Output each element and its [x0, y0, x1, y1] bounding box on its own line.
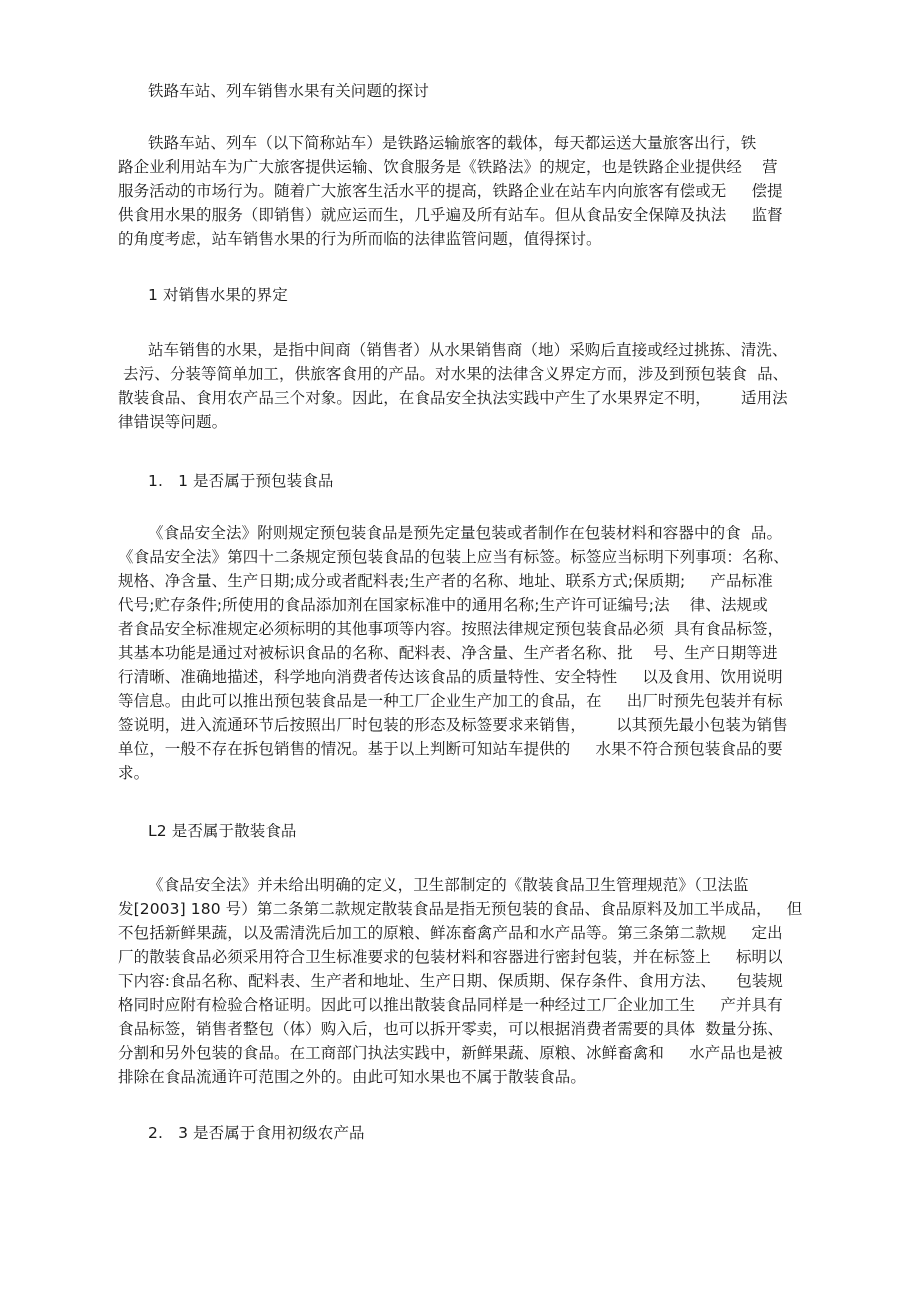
- section-1-line-3: 散装食品、食用农产品三个对象。因此，在食品安全执法实践中产生了水果界定不明， 适用法: [118, 389, 788, 407]
- section-1-1-line-1: 《食品安全法》附则规定预包装食品是预先定量包装或者制作在包装材料和容器中的食 品。: [148, 524, 783, 542]
- section-1-heading: 1 对销售水果的界定: [148, 286, 288, 304]
- section-1-line-4: 律错误等问题。: [118, 413, 228, 431]
- section-1-2-line-7: 食品标签，销售者整包（体）购入后，也可以拆开零卖，可以根据消费者需要的具体 数量分拣、: [118, 1020, 784, 1038]
- intro-line-3: 服务活动的市场行为。随着广大旅客生活水平的提高，铁路企业在站车内向旅客有偿或无 偿提: [118, 182, 783, 200]
- document-title: 铁路车站、列车销售水果有关问题的探讨: [148, 82, 429, 100]
- section-1-2-line-1: 《食品安全法》并未给出明确的定义，卫生部制定的《散装食品卫生管理规范》（卫法监: [148, 876, 749, 894]
- section-1-1-line-3: 规格、净含量、生产日期;成分或者配料表;生产者的名称、地址、联系方式;保质期; 产品标准: [118, 572, 773, 590]
- section-1-1-line-6: 其基本功能是通过对被标识食品的名称、配料表、净含量、生产者名称、批 号、生产日期等进: [118, 644, 778, 662]
- section-2-3-heading: 2. 3 是否属于食用初级农产品: [148, 1124, 365, 1142]
- section-1-1-line-10: 单位，一般不存在拆包销售的情况。基于以上判断可知站车提供的 水果不符合预包装食品的要: [118, 740, 783, 758]
- section-1-1-line-8: 等信息。由此可以推出预包装食品是一种工厂企业生产加工的食品，在 出厂时预先包装并有标: [118, 692, 783, 710]
- section-1-2-line-4: 厂的散装食品必须采用符合卫生标准要求的包装材料和容器进行密封包装，并在标签上 标明以: [118, 948, 783, 966]
- section-1-1-line-9: 签说明，进入流通环节后按照出厂时包装的形态及标签要求来销售， 以其预先最小包装为销售: [118, 716, 788, 734]
- section-1-1-line-2: 《食品安全法》第四十二条规定预包装食品的包装上应当有标签。标签应当标明下列事项：名称、: [118, 548, 789, 566]
- section-1-1-line-11: 求。: [118, 764, 150, 782]
- section-1-1-heading: 1. 1 是否属于预包装食品: [148, 472, 334, 490]
- section-1-2-line-2: 发[2003] 180 号）第二条第二款规定散装食品是指无预包装的食品、食品原料及加工半成品， 但: [118, 900, 803, 918]
- section-1-2-line-8: 分割和另外包装的食品。在工商部门执法实践中，新鲜果蔬、原粮、冰鲜畜禽和 水产品也是被: [118, 1044, 783, 1062]
- section-1-1-line-7: 行清晰、准确地描述，科学地向消费者传达该食品的质量特性、安全特性 以及食用、饮用说明: [118, 668, 783, 686]
- section-1-line-1: 站车销售的水果，是指中间商（销售者）从水果销售商（地）采购后直接或经过挑拣、清洗、: [148, 341, 788, 359]
- section-1-line-2: 去污、分装等简单加工，供旅客食用的产品。对水果的法律含义界定方而，涉及到预包装食 品、: [118, 365, 789, 383]
- section-1-2-line-5: 下内容:食品名称、配料表、生产者和地址、生产日期、保质期、保存条件、食用方法、 包装规: [118, 972, 784, 990]
- intro-line-1: 铁路车站、列车（以下简称站车）是铁路运输旅客的载体，每天都运送大量旅客出行，铁: [148, 134, 757, 152]
- section-1-2-line-3: 不包括新鲜果蔬，以及需清洗后加工的原粮、鲜冻畜禽产品和水产品等。第三条第二款规 定出: [118, 924, 783, 942]
- section-1-2-heading: L2 是否属于散装食品: [148, 822, 297, 840]
- intro-line-5: 的角度考虑，站车销售水果的行为所而临的法律监管问题，值得探讨。: [118, 230, 602, 248]
- section-1-1-line-5: 者食品安全标准规定必须标明的其他事项等内容。按照法律规定预包装食品必须 具有食品标签，: [118, 620, 784, 638]
- section-1-2-line-9: 排除在食品流通许可范围之外的。由此可知水果也不属于散装食品。: [118, 1068, 587, 1086]
- section-1-1-line-4: 代号;贮存条件;所使用的食品添加剂在国家标准中的通用名称;生产许可证编号;法 律、法规或: [118, 596, 768, 614]
- intro-line-4: 供食用水果的服务（即销售）就应运而生，几乎遍及所有站车。但从食品安全保障及执法 监督: [118, 206, 783, 224]
- section-1-2-line-6: 格同时应附有检验合格证明。因此可以推出散装食品同样是一种经过工厂企业加工生 产并具有: [118, 996, 783, 1014]
- intro-line-2: 路企业利用站车为广大旅客提供运输、饮食服务是《铁路法》的规定，也是铁路企业提供经 营: [118, 158, 778, 176]
